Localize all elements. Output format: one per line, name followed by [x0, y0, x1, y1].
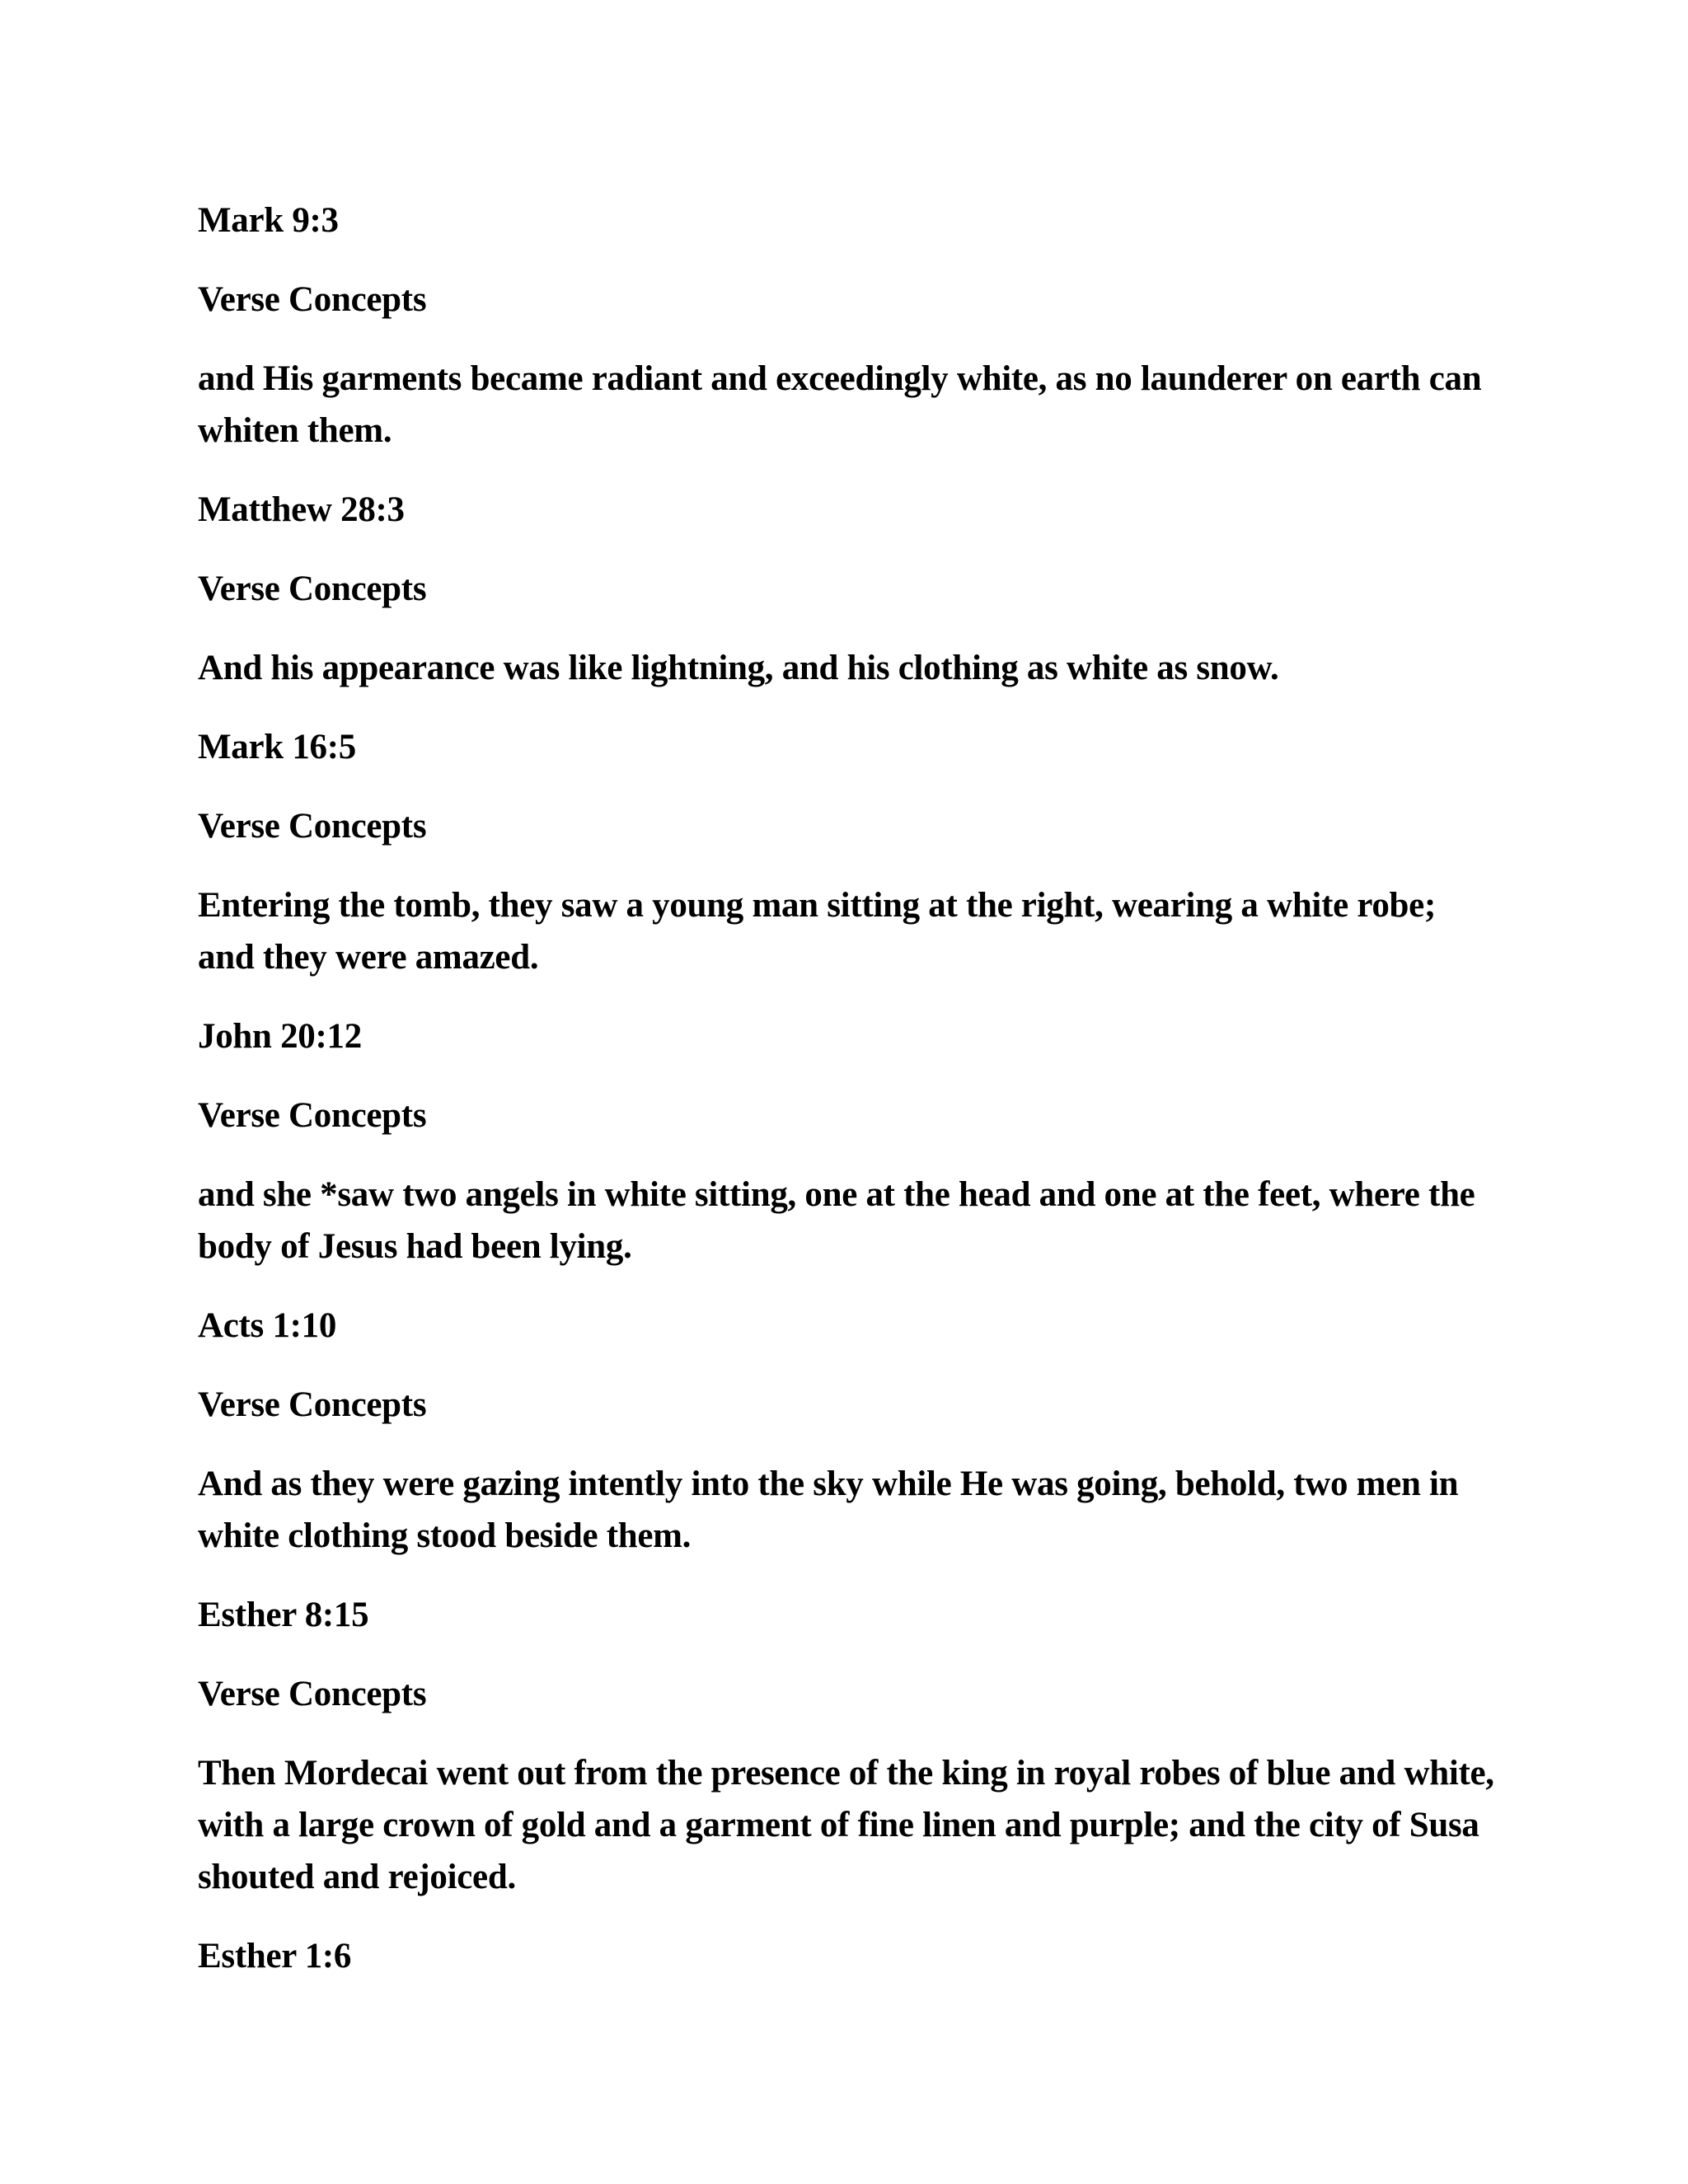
- verse-concepts-label: Verse Concepts: [198, 1675, 427, 1713]
- verse-text: And his appearance was like lightning, and his clothing as white as snow.: [198, 649, 1279, 687]
- verse-entry: [198, 721, 1500, 983]
- verse-concepts-label: Verse Concepts: [198, 807, 427, 846]
- verse-reference: Acts 1:10: [198, 1306, 337, 1345]
- verse-entry: [198, 1300, 1500, 1562]
- verse-concepts-label: Verse Concepts: [198, 1385, 427, 1424]
- verse-text: Then Mordecai went out from the presence of the king in royal robes of blue and white, with a large crown of gold and a garment of fine linen and purple; and the city of Susa shouted and rejoiced.: [198, 1754, 1494, 1896]
- verse-entry: [198, 484, 1500, 694]
- verse-text: and His garments became radiant and exceedingly white, as no launderer on earth can whiten them.: [198, 359, 1482, 450]
- verse-reference: Esther 8:15: [198, 1596, 369, 1634]
- verse-reference: John 20:12: [198, 1017, 362, 1056]
- verse-reference: Mark 16:5: [198, 728, 356, 766]
- verse-reference: Matthew 28:3: [198, 490, 405, 529]
- verse-text: Entering the tomb, they saw a young man sitting at the right, wearing a white robe; and they were amazed.: [198, 886, 1436, 977]
- verse-concepts-label: Verse Concepts: [198, 569, 427, 608]
- verse-reference: Esther 1:6: [198, 1937, 352, 1975]
- verse-entry: [198, 1010, 1500, 1272]
- verse-text: And as they were gazing intently into the sky while He was going, behold, two men in white clothing stood beside them.: [198, 1465, 1459, 1555]
- verse-entry: [198, 194, 1500, 457]
- verse-entry: [198, 1589, 1500, 1903]
- verse-concepts-label: Verse Concepts: [198, 1096, 427, 1135]
- verse-text: and she *saw two angels in white sitting, one at the head and one at the feet, where the body of Jesus had been lying.: [198, 1175, 1475, 1266]
- verse-list: [198, 194, 1500, 2009]
- verse-entry: [198, 1930, 1500, 1982]
- verse-concepts-label: Verse Concepts: [198, 280, 427, 319]
- verse-reference: Mark 9:3: [198, 201, 339, 240]
